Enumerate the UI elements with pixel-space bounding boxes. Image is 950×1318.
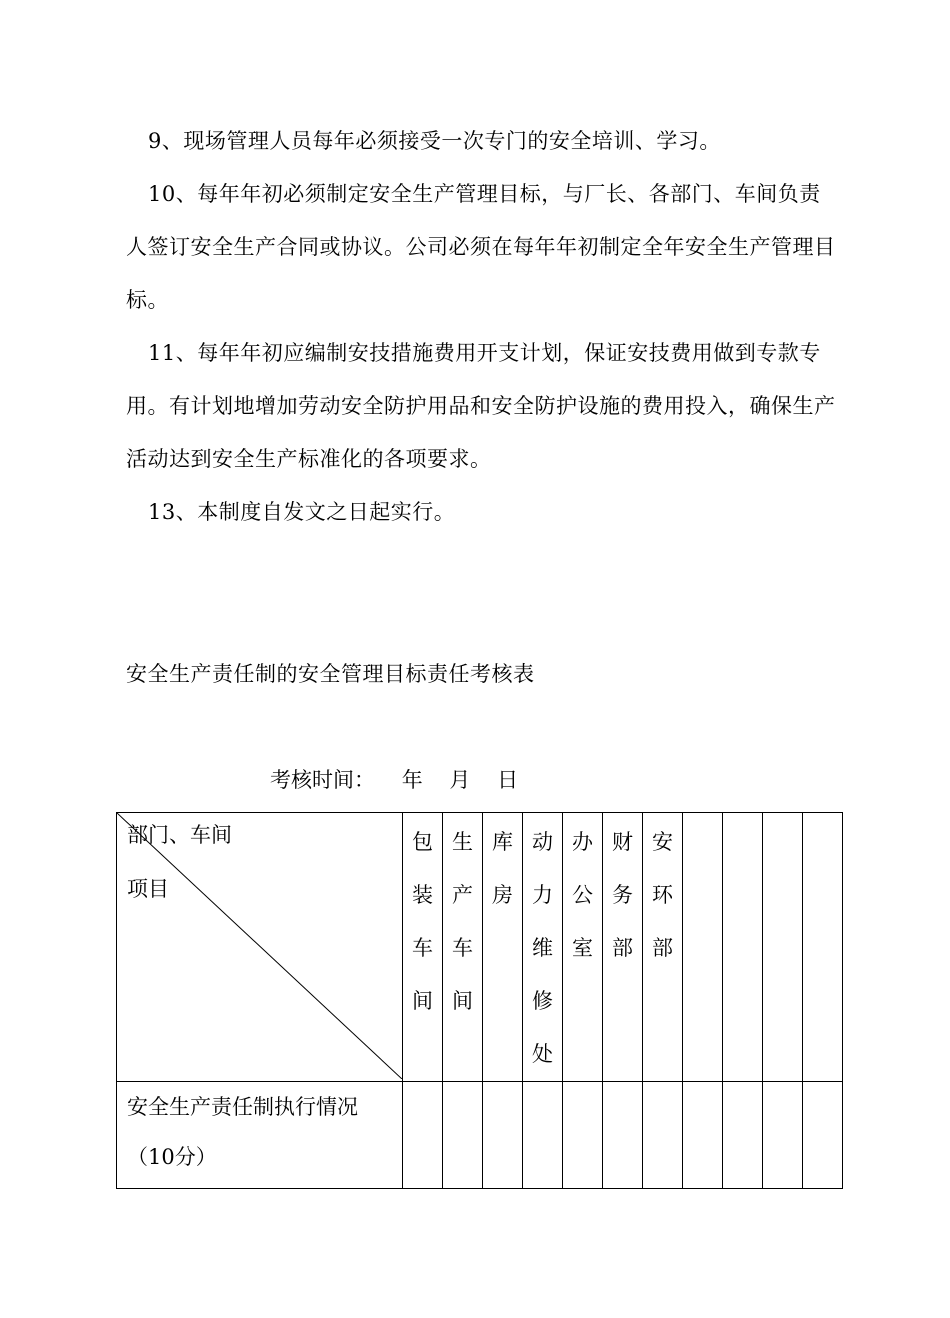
- table-cell: [563, 1082, 603, 1189]
- table-cell: [483, 1082, 523, 1189]
- date-label: 考核时间：: [270, 768, 375, 792]
- table-cell: [803, 1082, 843, 1189]
- dept-label: 库房: [491, 830, 513, 907]
- dept-header-2: [443, 813, 483, 1082]
- dept-header-6: [603, 813, 643, 1082]
- dept-header-7: [643, 813, 683, 1082]
- table-cell: [603, 1082, 643, 1189]
- date-year: 年: [401, 768, 423, 792]
- corner-dept-label: 部门、车间: [127, 823, 232, 847]
- paragraph-item-11: 11、每年年初应编制安技措施费用开支计划，保证安技费用做到专款专用。有计划地增加劳动安全防护用品和安全防护设施的费用投入，确保生产活动达到安全生产标准化的各项要求。: [126, 341, 836, 471]
- dept-label: 生产车间: [451, 830, 473, 1013]
- dept-label: 办公室: [571, 830, 593, 960]
- dept-label: 财务部: [611, 830, 633, 960]
- table-title: 安全生产责任制的安全管理目标责任考核表: [126, 662, 535, 686]
- paragraph-item-9: 9、现场管理人员每年必须接受一次专门的安全培训、学习。: [148, 129, 721, 153]
- table-row: [117, 1082, 843, 1189]
- corner-header-cell: [117, 813, 403, 1082]
- assessment-date: [270, 758, 518, 802]
- table-cell: [443, 1082, 483, 1189]
- assessment-table: [116, 812, 843, 1189]
- paragraph-item-10: 10、每年年初必须制定安全生产管理目标，与厂长、各部门、车间负责人签订安全生产合同或协议。公司必须在每年年初制定全年安全生产管理目标。: [126, 182, 836, 312]
- dept-header-8: [683, 813, 723, 1082]
- row-label: 安全生产责任制执行情况（10分）: [117, 1082, 403, 1189]
- date-day: 日: [497, 768, 519, 792]
- dept-header-10: [763, 813, 803, 1082]
- table-cell: [723, 1082, 763, 1189]
- dept-label: [811, 813, 833, 816]
- table-cell: [763, 1082, 803, 1189]
- dept-label: [731, 813, 753, 816]
- dept-header-1: [403, 813, 443, 1082]
- dept-header-9: [723, 813, 763, 1082]
- date-month: 月: [449, 768, 471, 792]
- dept-label: 动力维修处: [531, 830, 553, 1066]
- table-header-row: [117, 813, 843, 1082]
- dept-label: 包装车间: [411, 830, 433, 1013]
- dept-header-3: [483, 813, 523, 1082]
- dept-header-11: [803, 813, 843, 1082]
- dept-header-5: [563, 813, 603, 1082]
- table-cell: [683, 1082, 723, 1189]
- dept-label: 安环部: [651, 830, 673, 960]
- dept-label: [691, 813, 713, 816]
- dept-label: [771, 813, 793, 816]
- dept-header-4: [523, 813, 563, 1082]
- paragraph-item-13: 13、本制度自发文之日起实行。: [148, 500, 456, 524]
- corner-item-label: 项目: [127, 877, 169, 901]
- table-cell: [523, 1082, 563, 1189]
- table-cell: [403, 1082, 443, 1189]
- table-cell: [643, 1082, 683, 1189]
